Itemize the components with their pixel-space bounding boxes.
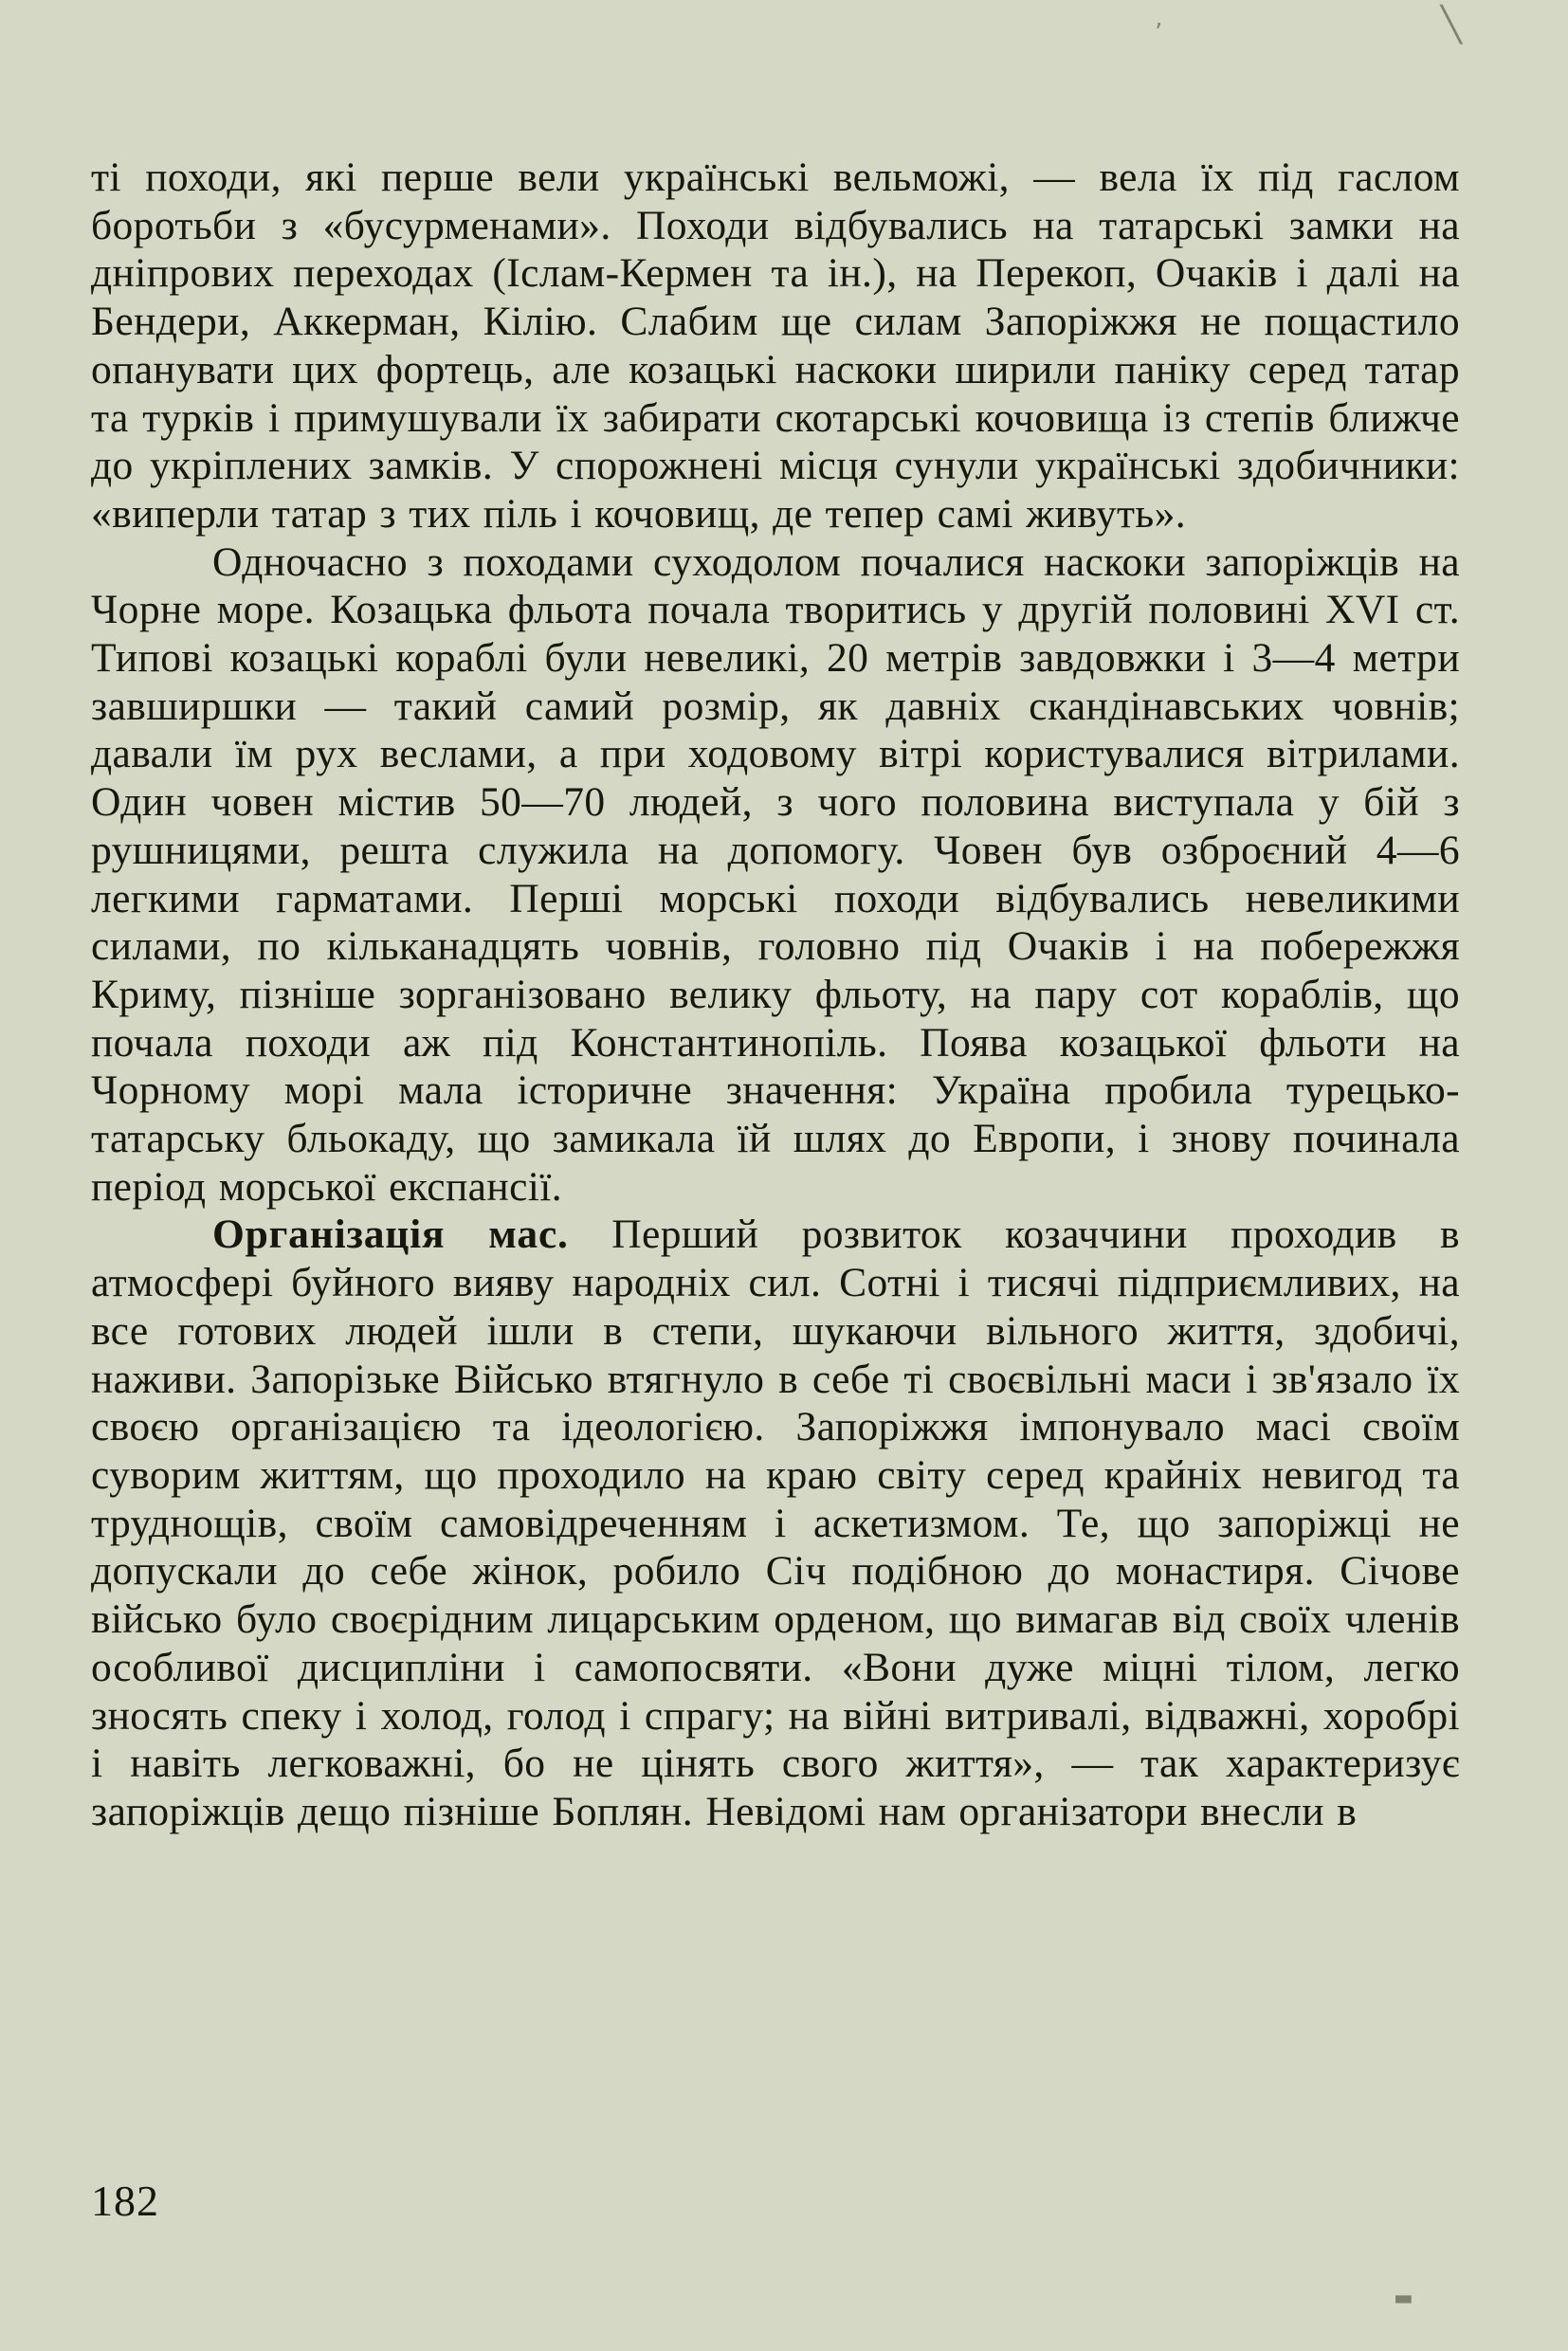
paragraph-3 — [91, 1211, 1460, 1835]
paragraph-1-text: ті походи, які перше вели українські вельможі, — вела їх під гаслом боротьби з «бусурменами». Походи відбувались на татарські замки на дніпрових переходах (Іслам-Кермен та ін.), на Перекоп, Очаків і далі на Бендери, Аккерман, Кілію. Слабим ще силам Запоріжжя не пощастило опанувати цих фортець, але козацькі наскоки ширили паніку серед татар та турків і примушували їх забирати скотарські кочовища із степів ближче до укріплених замків. У спорожнені місця сунули українські здобичники: «виперли татар з тих піль і кочовищ, де тепер самі живуть». — [91, 155, 1460, 537]
paragraph-1 — [91, 154, 1460, 538]
page-body-text — [91, 154, 1460, 1836]
section-heading: Організація мас. — [212, 1212, 569, 1258]
paragraph-2 — [91, 538, 1460, 1212]
scan-speck: ʼ — [1155, 19, 1163, 47]
paragraph-3-text: Перший розвиток козаччини проходив в атмосфері буйного вияву народніх сил. Сотні і тисячі підприємливих, на все готових людей ішли в степи, шукаючи вільного життя, здобичі, наживи. Запорізьке Військо втягнуло в себе ті своєвільні маси і зв'язало їх своєю організацією та ідеологією. Запоріжжя імпонувало масі своїм суворим життям, що проходило на краю світу серед крайніх невигод та труднощів, своїм самовідреченням і аскетизмом. Те, що запоріжці не допускали до себе жінок, робило Січ подібною до монастиря. Січове військо було своєрідним лицарським орденом, що вимагав від своїх членів особливої дисципліни і самопосвяти. «Вони дуже міцні тілом, легко зносять спеку і холод, голод і спрагу; на війні витривалі, відважні, хоробрі і навіть легковажні, бо не цінять свого життя», — так характеризує запоріжців дещо пізніше Боплян. Невідомі нам організатори внесли в — [91, 1212, 1460, 1834]
paragraph-2-text: Одночасно з походами суходолом почалися наскоки запоріжців на Чорне море. Козацька фльота почала творитись у другій половині XVI ст. Типові козацькі кораблі були невеликі, 20 метрів завдовжки і 3—4 метри завширшки — такий самий розмір, як давніх скандінавських човнів; давали їм рух веслами, а при ходовому вітрі користувалися вітрилами. Один човен містив 50—70 людей, з чого половина виступала у бій з рушницями, решта служила на допомогу. Човен був озброєний 4—6 легкими гарматами. Перші морські походи відбувались невеликими силами, по кільканадцять човнів, головно під Очаків і на побережжя Криму, пізніше зорганізовано велику фльоту, на пару сот кораблів, що почала походи аж під Константинопіль. Поява козацької фльоти на Чорному морі мала історичне значення: Україна пробила турецько-татарську бльокаду, що замикала їй шлях до Европи, і знову починала період морської експансії. — [91, 538, 1460, 1210]
page-number: 182 — [91, 2177, 159, 2225]
scan-speck: ▬ — [1394, 2287, 1413, 2310]
scan-speck: ╲ — [1441, 6, 1462, 45]
